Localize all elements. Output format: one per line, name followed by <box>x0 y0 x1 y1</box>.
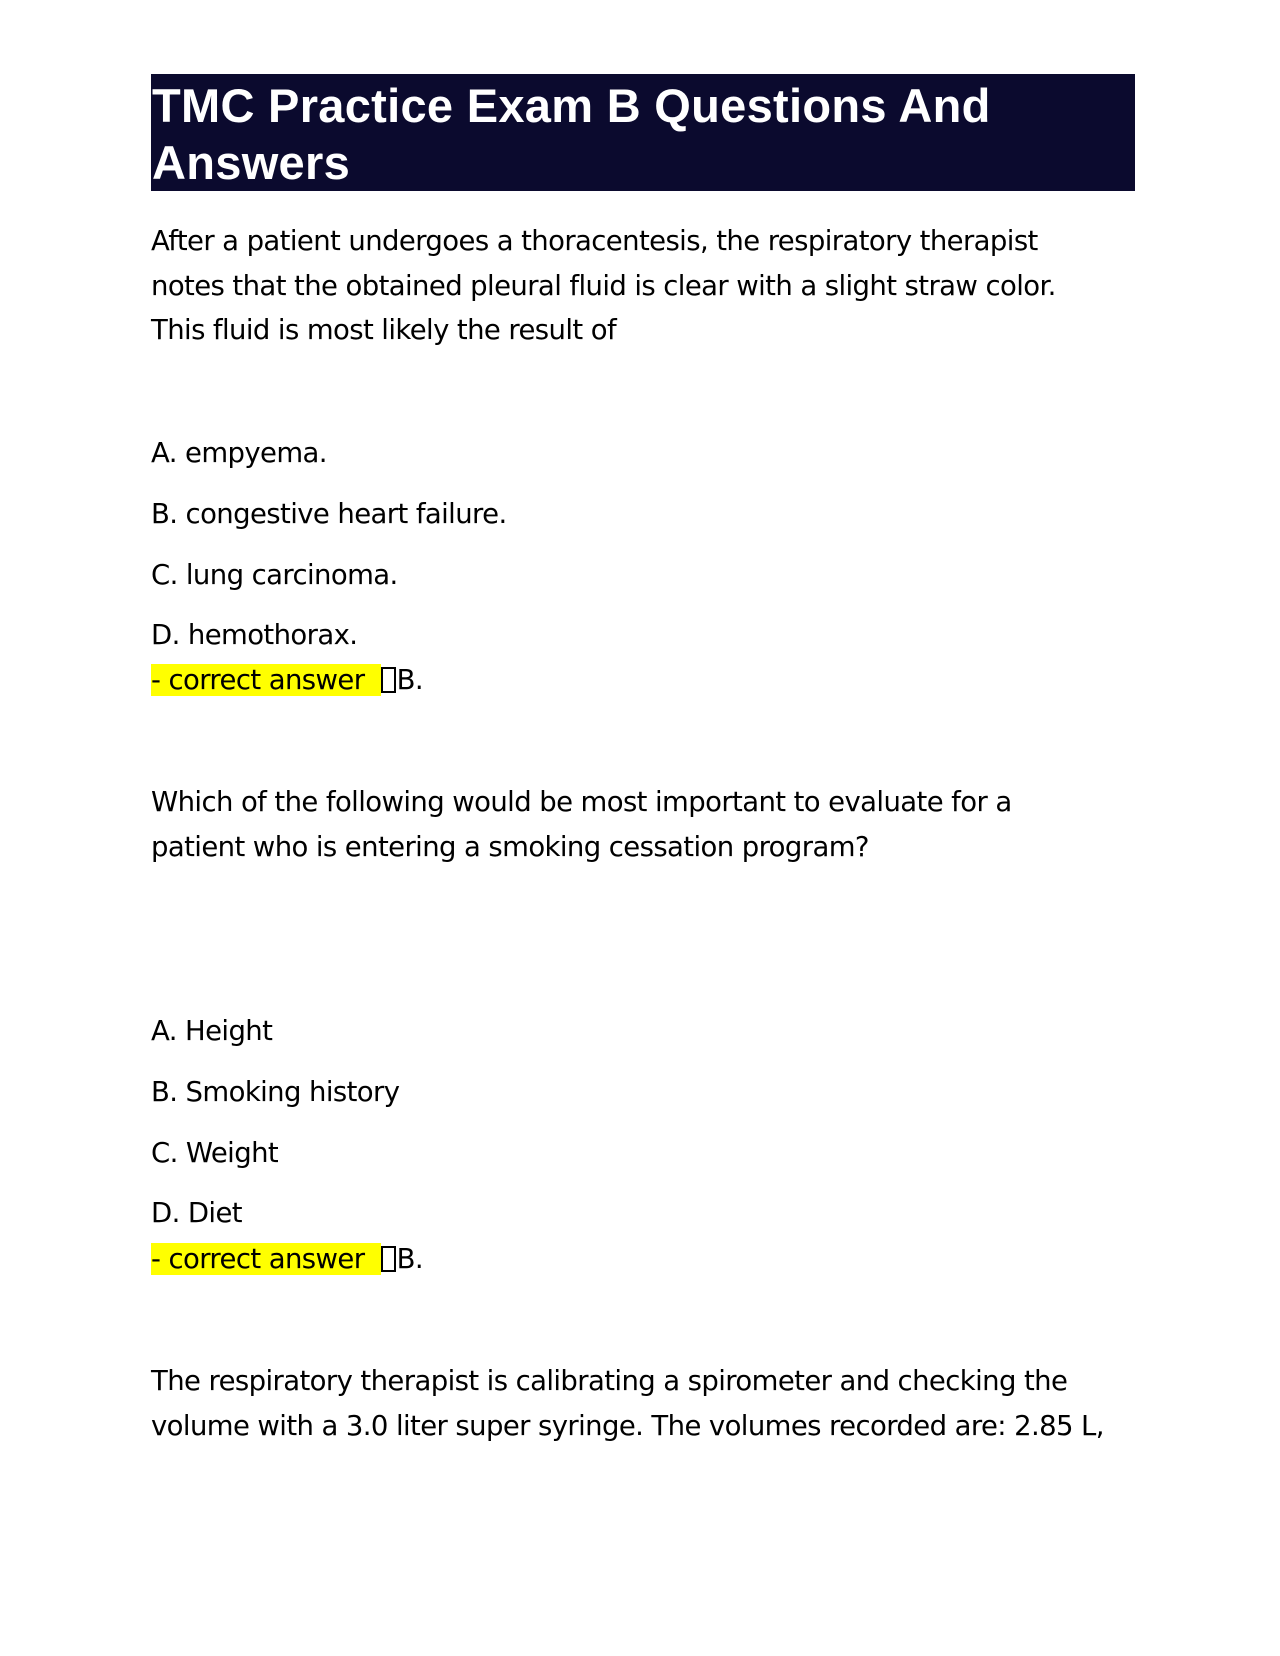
question-2-stem-line-2: patient who is entering a smoking cessation program? <box>151 831 869 863</box>
question-2-option-b: B. Smoking history <box>151 1076 400 1108</box>
question-1-option-d: D. hemothorax. <box>151 619 358 651</box>
question-1-answer <box>151 658 423 702</box>
question-2-option-c: C. Weight <box>151 1137 279 1169</box>
question-1-stem-line-2: notes that the obtained pleural fluid is clear with a slight straw color. <box>151 270 1056 302</box>
question-2-stem-line-1: Which of the following would be most important to evaluate for a <box>151 786 1012 818</box>
question-1-stem-line-1: After a patient undergoes a thoracentesis, the respiratory therapist <box>151 225 1038 257</box>
correct-answer-label: - correct answer <box>151 1243 381 1275</box>
question-3-stem-line-1: The respiratory therapist is calibrating a spirometer and checking the <box>151 1365 1068 1397</box>
question-2-option-d: D. Diet <box>151 1197 242 1229</box>
correct-answer-label: - correct answer <box>151 664 381 696</box>
question-2-option-a: A. Height <box>151 1015 273 1047</box>
question-2-answer <box>151 1237 423 1281</box>
question-1-stem-line-3: This fluid is most likely the result of <box>151 314 617 346</box>
question-1-option-a: A. empyema. <box>151 437 327 469</box>
missing-glyph-icon <box>381 1246 396 1272</box>
question-1-option-c: C. lung carcinoma. <box>151 559 398 591</box>
missing-glyph-icon <box>381 667 396 693</box>
correct-answer-value: B. <box>396 1243 423 1275</box>
document-title: TMC Practice Exam B Questions And Answers <box>151 74 1135 191</box>
question-3-stem-line-2: volume with a 3.0 liter super syringe. The volumes recorded are: 2.85 L, <box>151 1410 1104 1442</box>
correct-answer-value: B. <box>396 664 423 696</box>
question-1-option-b: B. congestive heart failure. <box>151 498 507 530</box>
